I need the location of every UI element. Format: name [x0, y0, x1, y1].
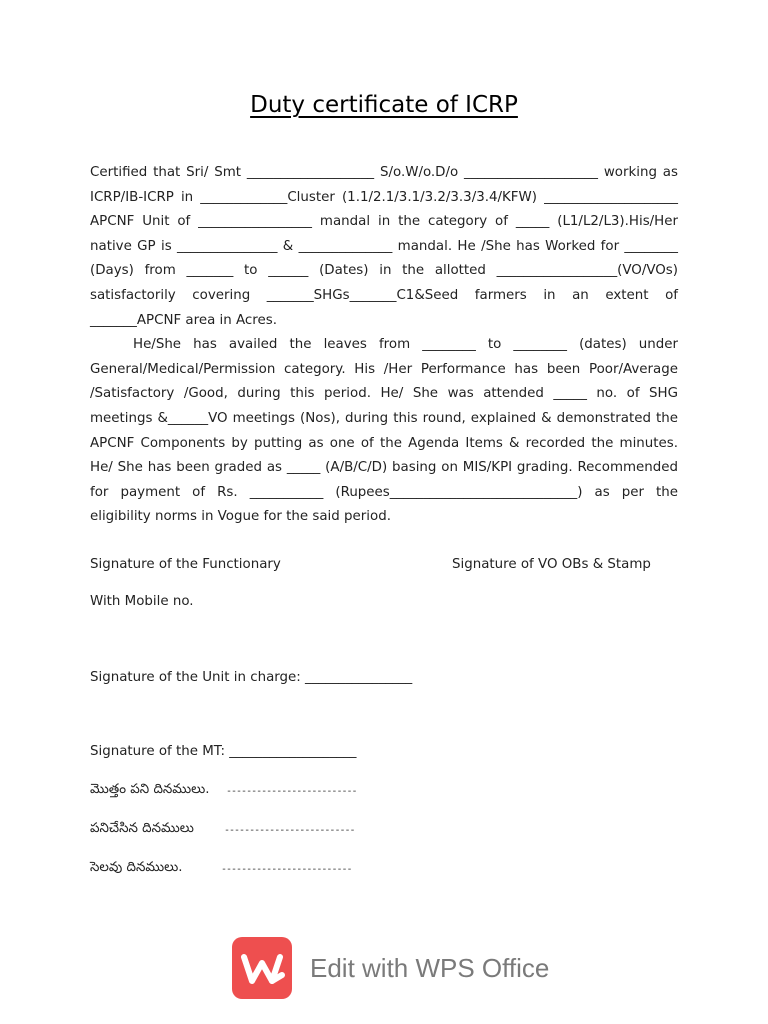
signature-unit-label: Signature of the Unit in charge: ________________ [90, 670, 413, 685]
worked-days-blank: -------------------------- [224, 825, 355, 836]
certificate-body [90, 161, 678, 530]
wps-logo-icon [232, 937, 292, 999]
telugu-total-days-label: మొత్తం పని దినములు. [90, 782, 210, 797]
total-days-blank: -------------------------- [226, 786, 357, 797]
paragraph-leaves-performance: He/She has availed the leaves from ________ to ________ (dates) under General/Medical/Permission category. His /Her Performance has been Poor/Average /Satisfactory /Good, during this period. He/ She was attended _____ no. of SHG meetings &______VO meetings (Nos), during this round, explained & demonstrated the APCNF Components by putting as one of the Agenda Items & recorded the minutes. He/ She has been graded as _____ (A/B/C/D) basing on MIS/KPI grading. Recommended for payment of Rs. ___________ (Rupees____________________________) as per the eligibility norms in Vogue for the said period. [90, 337, 678, 525]
wps-watermark[interactable] [232, 936, 549, 1000]
signature-vo-label: Signature of VO OBs & Stamp [452, 557, 651, 572]
wps-edit-text: Edit with WPS Office [310, 952, 550, 983]
signature-functionary-label: Signature of the Functionary [90, 557, 281, 572]
telugu-leave-days-label: సెలవు దినములు. [90, 860, 183, 875]
leave-days-blank: -------------------------- [221, 864, 352, 875]
telugu-worked-days-label: పనిచేసిన దినములు [90, 821, 194, 836]
mobile-label: With Mobile no. [90, 594, 194, 609]
signature-mt-label: Signature of the MT: ___________________ [90, 744, 357, 759]
paragraph-certification: Certified that Sri/ Smt ___________________ S/o.W/o.D/o ____________________ working as ICRP/IB-ICRP in _____________Cluster (1.1/2.1/3.1/3.2/3.3/3.4/KFW) ____________________ APCNF Unit of _________________ mandal in the category of _____ (L1/L2/L3).His/Her native GP is _______________ & ______________ mandal. He /She has Worked for ________ (Days) from _______ to ______ (Dates) in the allotted __________________(VO/VOs) satisfactorily covering _______SHGs_______C1&Seed farmers in an extent of _______APCNF area in Acres. [90, 165, 678, 328]
document-title: Duty certificate of ICRP [250, 92, 518, 118]
